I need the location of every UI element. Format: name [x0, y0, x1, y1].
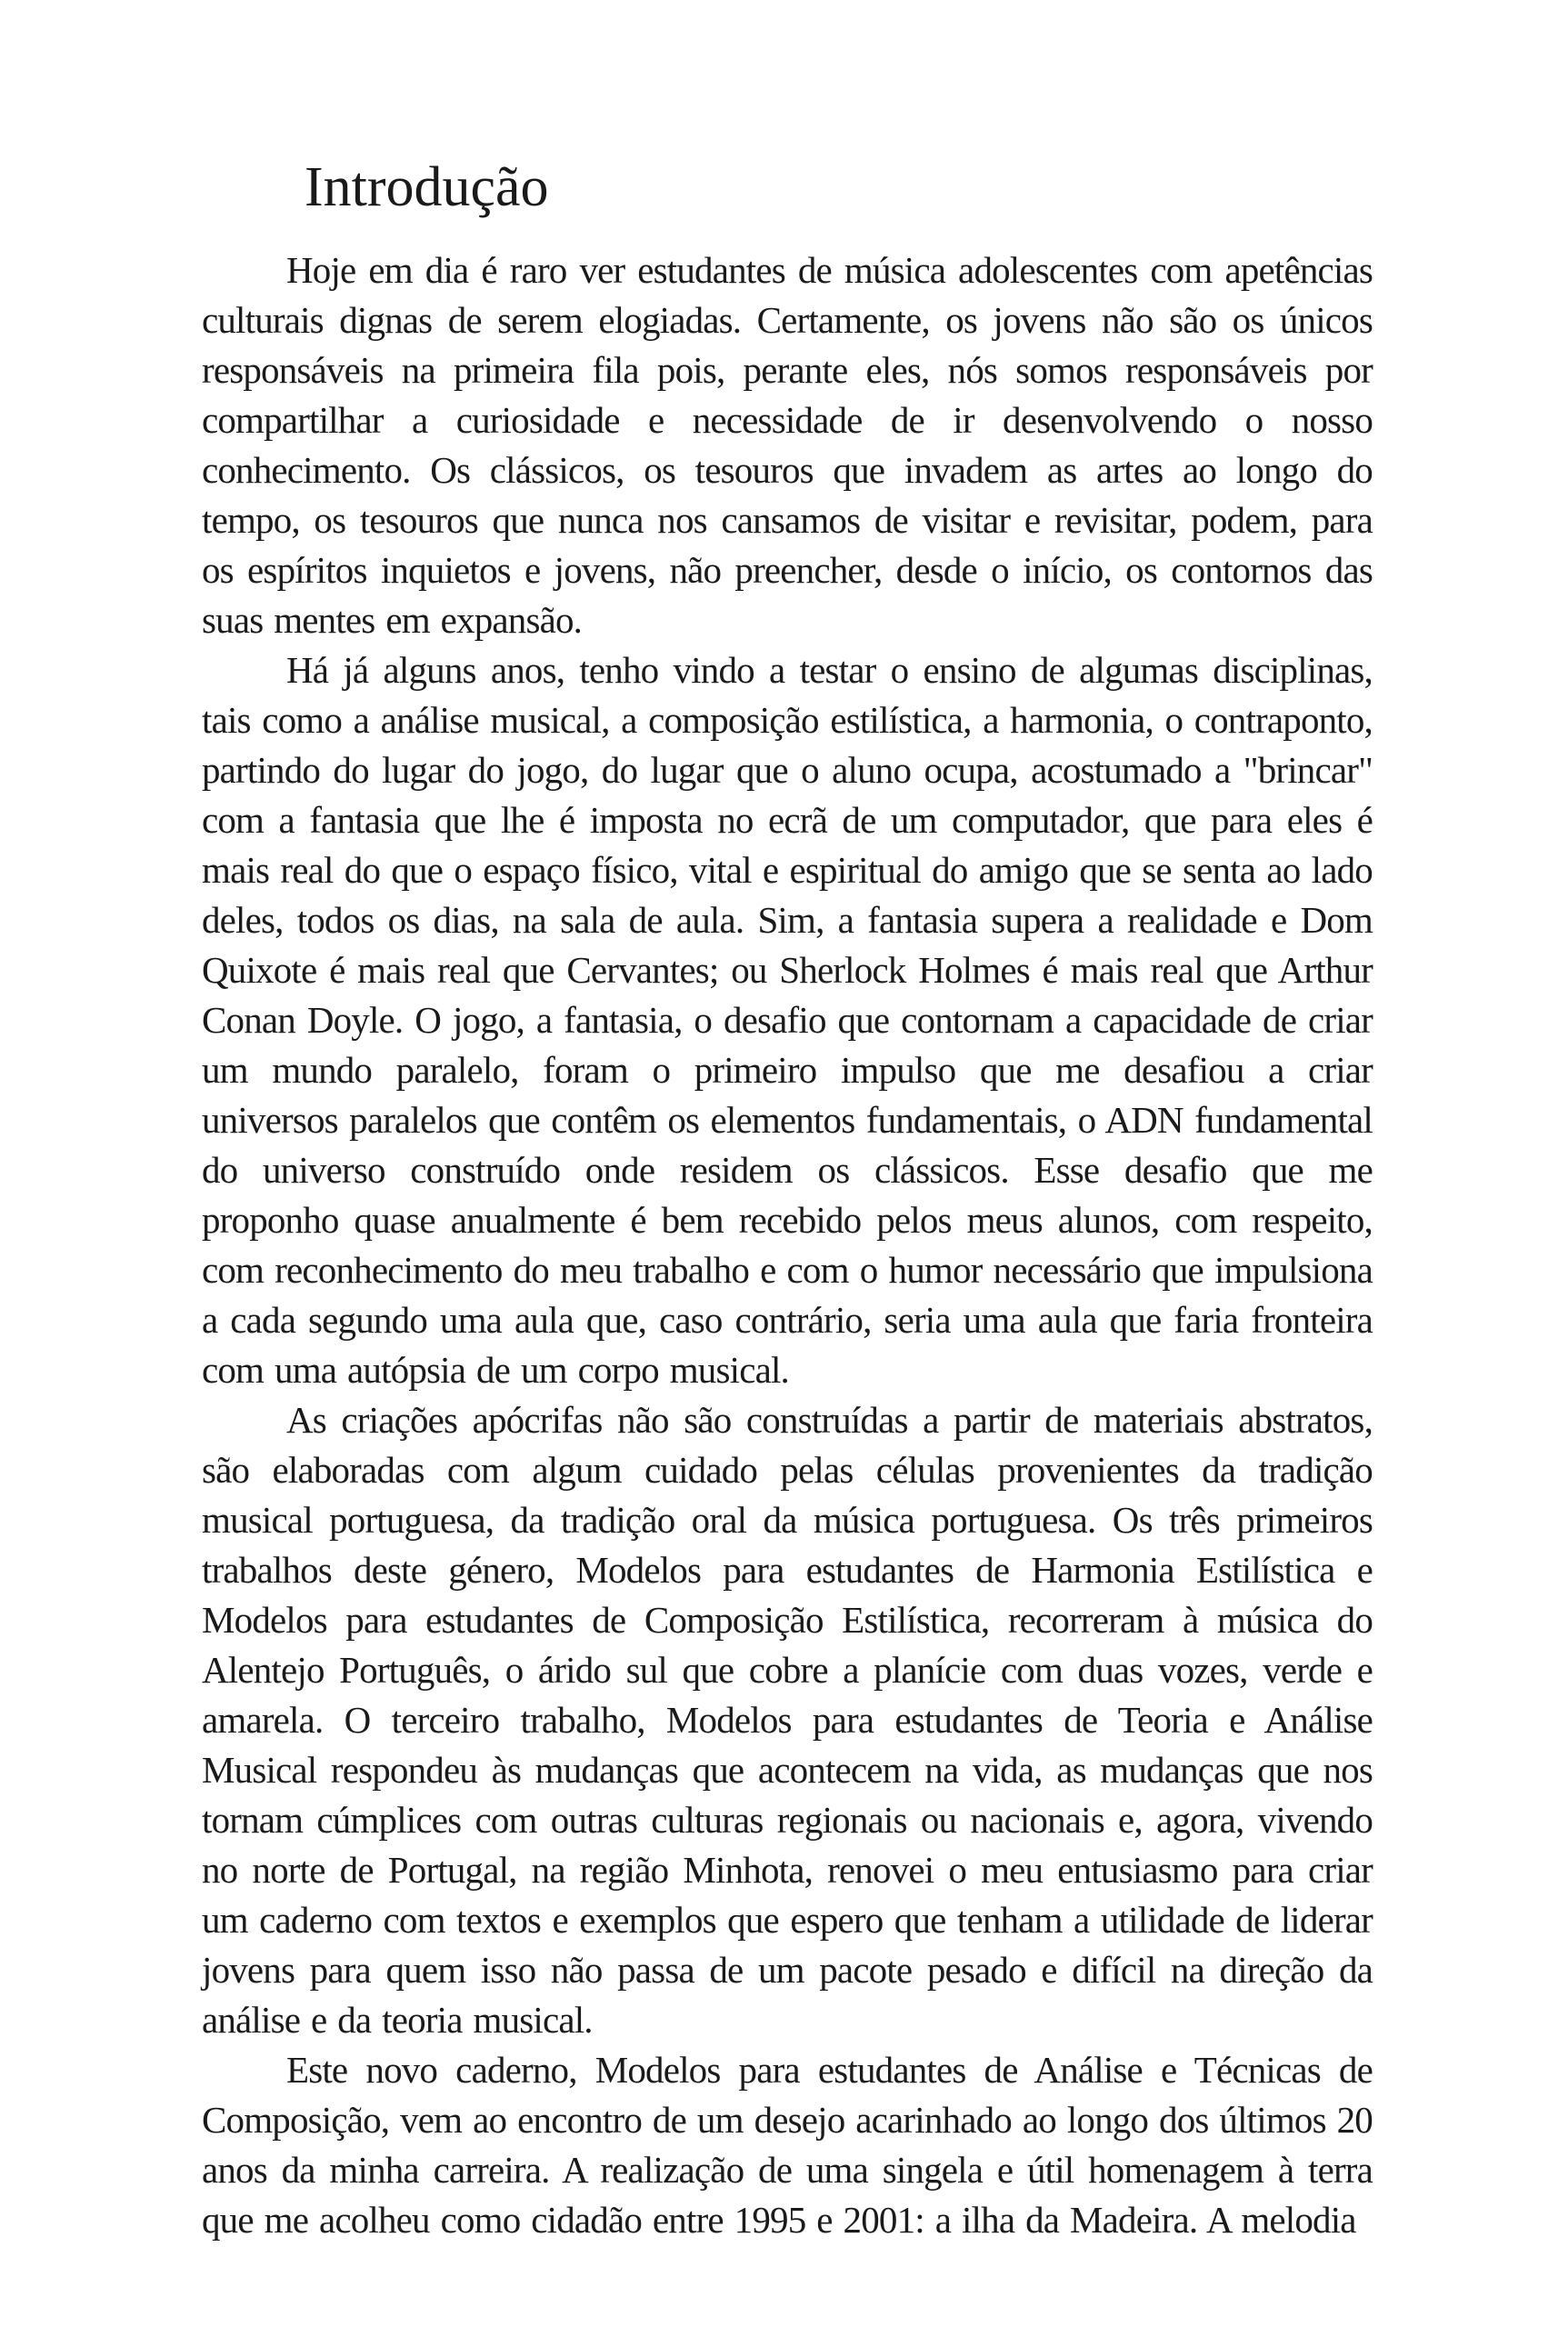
- paragraph-intro-4: Este novo caderno, Modelos para estudantes de Análise e Técnicas de Composição, vem ao encontro de um desejo acarinhado ao longo dos últimos 20 anos da minha carreira. A realização de uma singela e útil homenagem à terra que me acolheu como cidadão entre 1995 e 2001: a ilha da Madeira. A melodia: [202, 2049, 1373, 2241]
- body-text: [202, 245, 1373, 2245]
- paragraph-intro-2: Há já alguns anos, tenho vindo a testar o ensino de algumas disciplinas, tais como a análise musical, a composição estilística, a harmonia, o contraponto, partindo do lugar do jogo, do lugar que o aluno ocupa, acostumado a "brincar" com a fantasia que lhe é imposta no ecrã de um computador, que para eles é mais real do que o espaço físico, vital e espiritual do amigo que se senta ao lado deles, todos os dias, na sala de aula. Sim, a fantasia supera a realidade e Dom Quixote é mais real que Cervantes; ou Sherlock Holmes é mais real que Arthur Conan Doyle. O jogo, a fantasia, o desafio que contornam a capacidade de criar um mundo paralelo, foram o primeiro impulso que me desafiou a criar universos paralelos que contêm os elementos fundamentais, o ADN fundamental do universo construído onde residem os clássicos. Esse desafio que me proponho quase anualmente é bem recebido pelos meus alunos, com respeito, com reconhecimento do meu trabalho e com o humor necessário que impulsiona a cada segundo uma aula que, caso contrário, seria uma aula que faria fronteira com uma autópsia de um corpo musical.: [202, 649, 1373, 1391]
- paragraph-intro-3: As criações apócrifas não são construídas a partir de materiais abstratos, são elaboradas com algum cuidado pelas células provenientes da tradição musical portuguesa, da tradição oral da música portuguesa. Os três primeiros trabalhos deste género, Modelos para estudantes de Harmonia Estilística e Modelos para estudantes de Composição Estilística, recorreram à música do Alentejo Português, o árido sul que cobre a planície com duas vozes, verde e amarela. O terceiro trabalho, Modelos para estudantes de Teoria e Análise Musical respondeu às mudanças que acontecem na vida, as mudanças que nos tornam cúmplices com outras culturas regionais ou nacionais e, agora, vivendo no norte de Portugal, na região Minhota, renovei o meu entusiasmo para criar um caderno com textos e exemplos que espero que tenham a utilidade de liderar jovens para quem isso não passa de um pacote pesado e difícil na direção da análise e da teoria musical.: [202, 1399, 1373, 2041]
- page-title: Introdução: [305, 156, 549, 218]
- paragraph-intro-1: Hoje em dia é raro ver estudantes de música adolescentes com apetências culturais dignas de serem elogiadas. Certamente, os jovens não são os únicos responsáveis na primeira fila pois, perante eles, nós somos responsáveis por compartilhar a curiosidade e necessidade de ir desenvolvendo o nosso conhecimento. Os clássicos, os tesouros que invadem as artes ao longo do tempo, os tesouros que nunca nos cansamos de visitar e revisitar, podem, para os espíritos inquietos e jovens, não preencher, desde o início, os contornos das suas mentes em expansão.: [202, 249, 1373, 641]
